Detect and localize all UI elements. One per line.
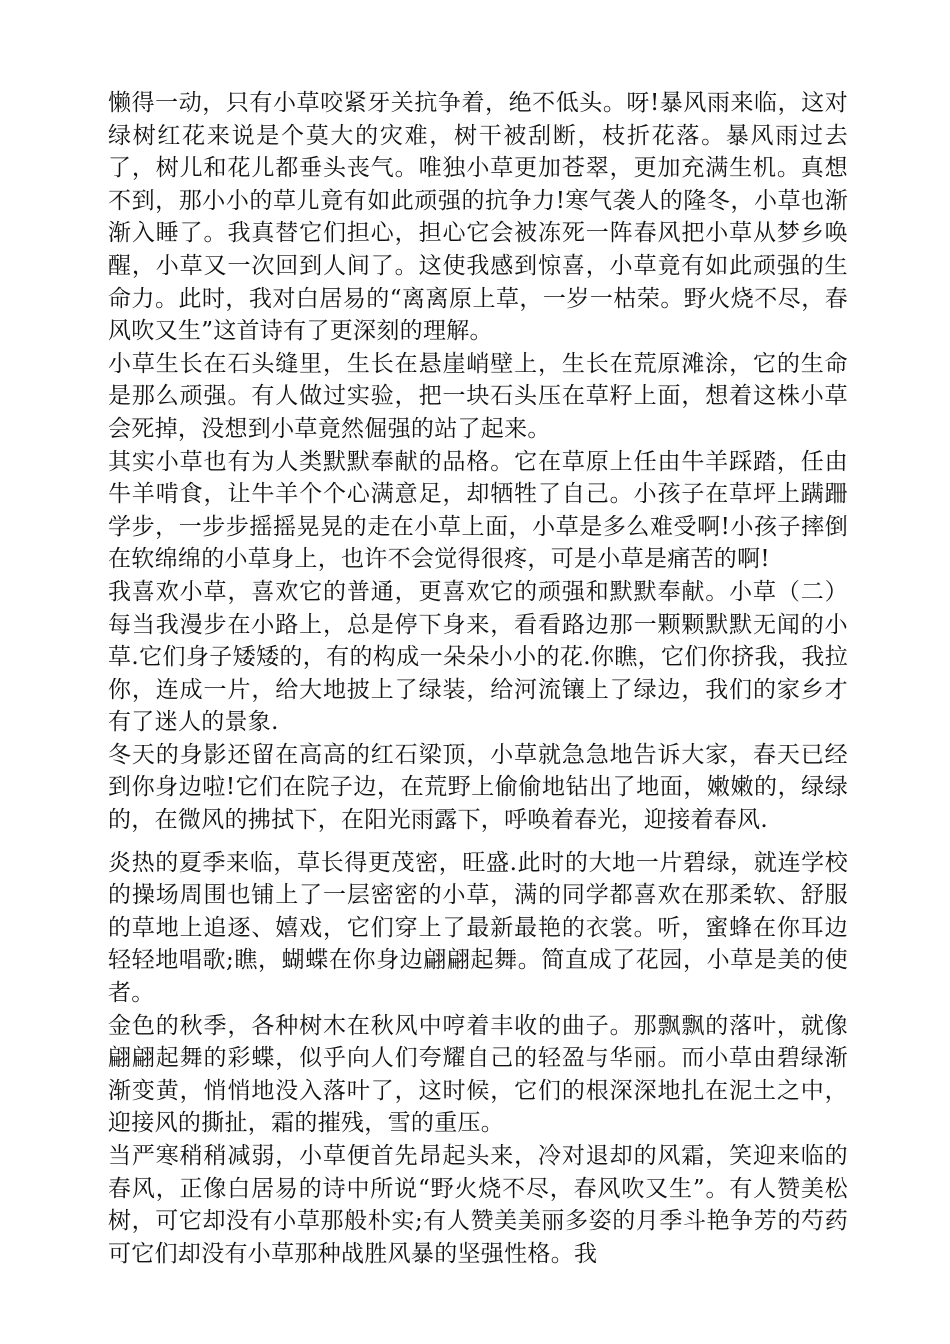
paragraph-4: 我喜欢小草，喜欢它的普通，更喜欢它的顽强和默默奉献。小草（二）每当我漫步在小路上，总是停下身来，看看路边那一颗颗默默无闻的小草.它们身子矮矮的，有的构成一朵朵小小的花.你瞧，它们你挤我，我拉你，连成一片，给大地披上了绿装，给河流镶上了绿边，我们的家乡才有了迷人的景象. bbox=[108, 578, 848, 736]
paragraph-8: 当严寒稍稍减弱，小草便首先昂起头来，冷对退却的风霜，笑迎来临的春风，正像白居易的诗中所说“野火烧不尽，春风吹又生”。有人赞美松树，可它却没有小草那般朴实;有人赞美美丽多姿的月季斗艳争芳的芍药可它们却没有小草那种战胜风暴的坚强性格。我 bbox=[108, 1143, 848, 1267]
paragraph-1: 懒得一动，只有小草咬紧牙关抗争着，绝不低头。呀!暴风雨来临，这对绿树红花来说是个莫大的灾难，树干被刮断，枝折花落。暴风雨过去了，树儿和花儿都垂头丧气。唯独小草更加苍翠，更加充满生机。真想不到，那小小的草儿竟有如此顽强的抗争力!寒气袭人的隆冬，小草也渐渐入睡了。我真替它们担心，担心它会被冻死一阵春风把小草从梦乡唤醒，小草又一次回到人间了。这使我感到惊喜，小草竟有如此顽强的生命力。此时，我对白居易的“离离原上草，一岁一枯荣。野火烧不尽，春风吹又生”这首诗有了更深刻的理解。 bbox=[108, 90, 848, 345]
paragraph-3: 其实小草也有为人类默默奉献的品格。它在草原上任由牛羊踩踏，任由牛羊啃食，让牛羊个个心满意足，却牺牲了自己。小孩子在草坪上蹒跚学步，一步步摇摇晃晃的走在小草上面，小草是多么难受啊!小孩子摔倒在软绵绵的小草身上，也许不会觉得很疼，可是小草是痛苦的啊! bbox=[108, 448, 848, 573]
paragraph-7: 金色的秋季，各种树木在秋风中哼着丰收的曲子。那飘飘的落叶，就像翩翩起舞的彩蝶，似乎向人们夸耀自己的轻盈与华丽。而小草由碧绿渐渐变黄，悄悄地没入落叶了，这时候，它们的根深深地扎在泥土之中，迎接风的撕扯，霜的摧残，雪的重压。 bbox=[108, 1012, 848, 1137]
document-body bbox=[108, 87, 848, 1270]
paragraph-2: 小草生长在石头缝里，生长在悬崖峭壁上，生长在荒原滩涂，它的生命是那么顽强。有人做过实验，把一块石头压在草籽上面，想着这株小草会死掉，没想到小草竟然倔强的站了起来。 bbox=[108, 350, 848, 442]
paragraph-6: 炎热的夏季来临，草长得更茂密，旺盛.此时的大地一片碧绿，就连学校的操场周围也铺上了一层密密的小草，满的同学都喜欢在那柔软、舒服的草地上追逐、嬉戏，它们穿上了最新最艳的衣裳。听，蜜蜂在你耳边轻轻地唱歌;瞧，蝴蝶在你身边翩翩起舞。简直成了花园，小草是美的使者。 bbox=[108, 849, 848, 1007]
paragraph-5: 冬天的身影还留在高高的红石梁顶，小草就急急地告诉大家，春天已经到你身边啦!它们在院子边，在荒野上偷偷地钻出了地面，嫩嫩的，绿绿的，在微风的拂拭下，在阳光雨露下，呼唤着春光，迎接着春风. bbox=[108, 741, 848, 834]
